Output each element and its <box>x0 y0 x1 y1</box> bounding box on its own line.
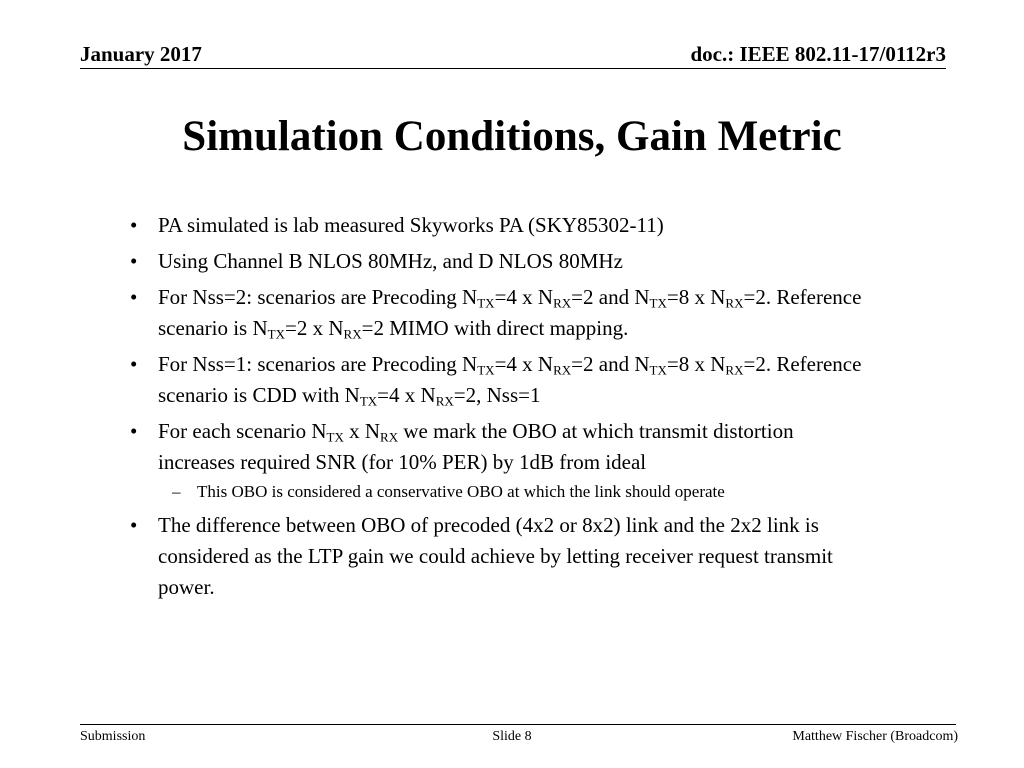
subscript-tx: TX <box>649 295 667 311</box>
header-divider <box>80 68 946 69</box>
footer-divider <box>80 724 956 725</box>
bullet-obo <box>130 416 870 478</box>
text: x N <box>343 419 381 443</box>
bullet-pa-text: PA simulated is lab measured Skyworks PA (SKY85302-11) <box>158 213 664 237</box>
subscript-tx: TX <box>359 393 378 409</box>
text: For each scenario N <box>158 419 327 443</box>
bullet-nss2 <box>130 282 870 344</box>
subscript-tx: TX <box>477 362 495 378</box>
text: =4 x N <box>377 383 436 407</box>
text: =2 and N <box>571 285 650 309</box>
text: we mark the OBO at which transmit distortion increases required SNR (for 10% PER) by 1dB from ideal <box>158 419 794 474</box>
text: =8 x N <box>666 352 726 376</box>
subscript-rx: RX <box>435 393 454 409</box>
bullet-channel-text: Using Channel B NLOS 80MHz, and D NLOS 80MHz <box>158 249 623 273</box>
subscript-tx: TX <box>326 429 344 445</box>
text: =4 x N <box>494 352 554 376</box>
bullet-difference <box>130 510 870 603</box>
text: For Nss=1: scenarios are Precoding N <box>158 352 478 376</box>
subscript-rx: RX <box>343 326 362 342</box>
text: =2, Nss=1 <box>453 383 541 407</box>
bullet-difference-text: The difference between OBO of precoded (4x2 or 8x2) link and the 2x2 link is considered as the LTP gain we could achieve by letting receiver request transmit power. <box>158 513 833 599</box>
text: =8 x N <box>666 285 726 309</box>
text: =4 x N <box>494 285 554 309</box>
sub-bullet-obo-text: This OBO is considered a conservative OBO at which the link should operate <box>197 482 725 501</box>
bullet-list <box>130 210 870 608</box>
text: =2. Reference scenario is CDD with N <box>158 352 862 407</box>
footer-submission: Submission <box>80 729 146 744</box>
subscript-rx: RX <box>380 429 399 445</box>
subscript-tx: TX <box>649 362 667 378</box>
text: =2 x N <box>285 316 344 340</box>
footer-slide-number: Slide 8 <box>492 729 532 744</box>
subscript-rx: RX <box>725 362 744 378</box>
footer-author: Matthew Fischer (Broadcom) <box>792 729 958 744</box>
subscript-rx: RX <box>553 295 572 311</box>
text: =2 and N <box>571 352 650 376</box>
text: =2. Reference scenario is N <box>158 285 862 340</box>
subscript-tx: TX <box>267 326 285 342</box>
bullet-channel <box>130 246 870 277</box>
slide-title: Simulation Conditions, Gain Metric <box>182 113 842 160</box>
header-date: January 2017 <box>80 42 202 66</box>
bullet-pa <box>130 210 870 241</box>
header-doc-id: doc.: IEEE 802.11-17/0112r3 <box>690 42 946 66</box>
bullet-nss1 <box>130 349 870 411</box>
subscript-rx: RX <box>553 362 572 378</box>
subscript-tx: TX <box>477 295 495 311</box>
sub-bullet-obo <box>130 479 870 505</box>
text: For Nss=2: scenarios are Precoding N <box>158 285 478 309</box>
text: =2 MIMO with direct mapping. <box>361 316 629 340</box>
subscript-rx: RX <box>725 295 744 311</box>
